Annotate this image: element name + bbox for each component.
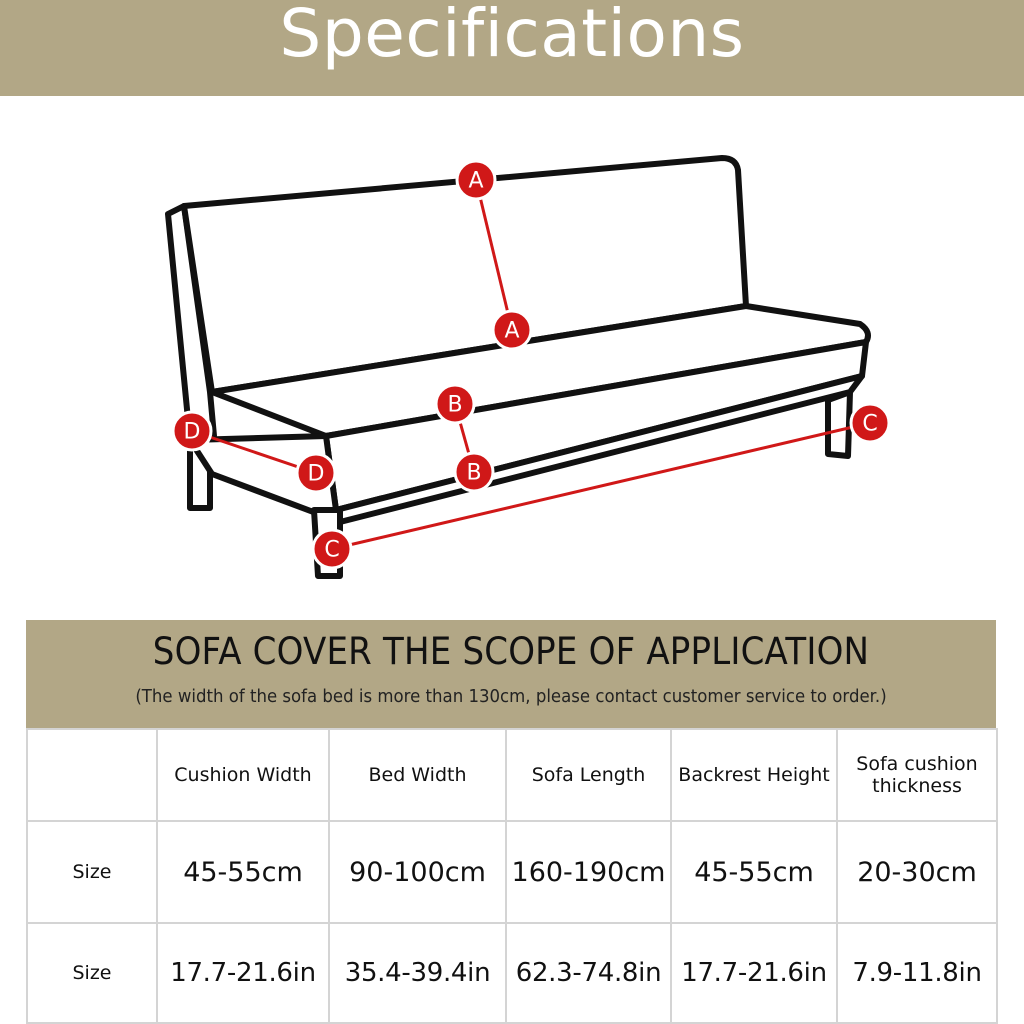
marker-b-bottom xyxy=(455,453,493,491)
marker-a-bottom xyxy=(493,311,531,349)
table-header-band xyxy=(26,620,996,728)
table-cell: 90-100cm xyxy=(329,821,506,923)
row-label: Size xyxy=(27,923,157,1023)
table-note: (The width of the sofa bed is more than 130cm, please contact customer service to order.) xyxy=(135,686,887,707)
table-header-row xyxy=(27,729,997,821)
marker-c-left xyxy=(313,530,351,568)
header-band xyxy=(0,0,1024,96)
marker-d-left xyxy=(173,412,211,450)
marker-b-bottom-label: B xyxy=(466,460,482,486)
sofa-diagram xyxy=(0,96,1024,616)
table-cell: 35.4-39.4in xyxy=(329,923,506,1023)
marker-a-bottom-label: A xyxy=(504,318,520,344)
row-label: Size xyxy=(27,821,157,923)
table-cell: 17.7-21.6in xyxy=(671,923,837,1023)
table-cell: 17.7-21.6in xyxy=(157,923,329,1023)
column-header: Cushion Width xyxy=(157,729,329,821)
table-cell: 7.9-11.8in xyxy=(837,923,997,1023)
marker-b-top-label: B xyxy=(447,392,463,418)
column-header: Bed Width xyxy=(329,729,506,821)
column-header: Sofa cushion thickness xyxy=(837,729,997,821)
marker-c-right xyxy=(851,404,889,442)
column-header: Sofa Length xyxy=(506,729,671,821)
marker-a-top xyxy=(457,161,495,199)
table-cell: 160-190cm xyxy=(506,821,671,923)
table-row xyxy=(27,821,997,923)
size-table xyxy=(26,728,998,1024)
column-header: Backrest Height xyxy=(671,729,837,821)
table-cell: 45-55cm xyxy=(671,821,837,923)
marker-c-left-label: C xyxy=(324,537,340,563)
table-cell: 20-30cm xyxy=(837,821,997,923)
table-title: SOFA COVER THE SCOPE OF APPLICATION xyxy=(152,630,870,673)
page-title: Specifications xyxy=(279,0,745,72)
table-corner-cell xyxy=(27,729,157,821)
marker-d-right-label: D xyxy=(307,461,325,487)
table-cell: 62.3-74.8in xyxy=(506,923,671,1023)
marker-c-right-label: C xyxy=(862,411,878,437)
sofa-back-right-leg xyxy=(828,392,850,456)
size-table-section xyxy=(26,620,996,1022)
marker-d-left-label: D xyxy=(183,419,201,445)
marker-b-top xyxy=(436,385,474,423)
table-row xyxy=(27,923,997,1023)
marker-a-top-label: A xyxy=(468,168,484,194)
marker-d-right xyxy=(297,454,335,492)
table-cell: 45-55cm xyxy=(157,821,329,923)
